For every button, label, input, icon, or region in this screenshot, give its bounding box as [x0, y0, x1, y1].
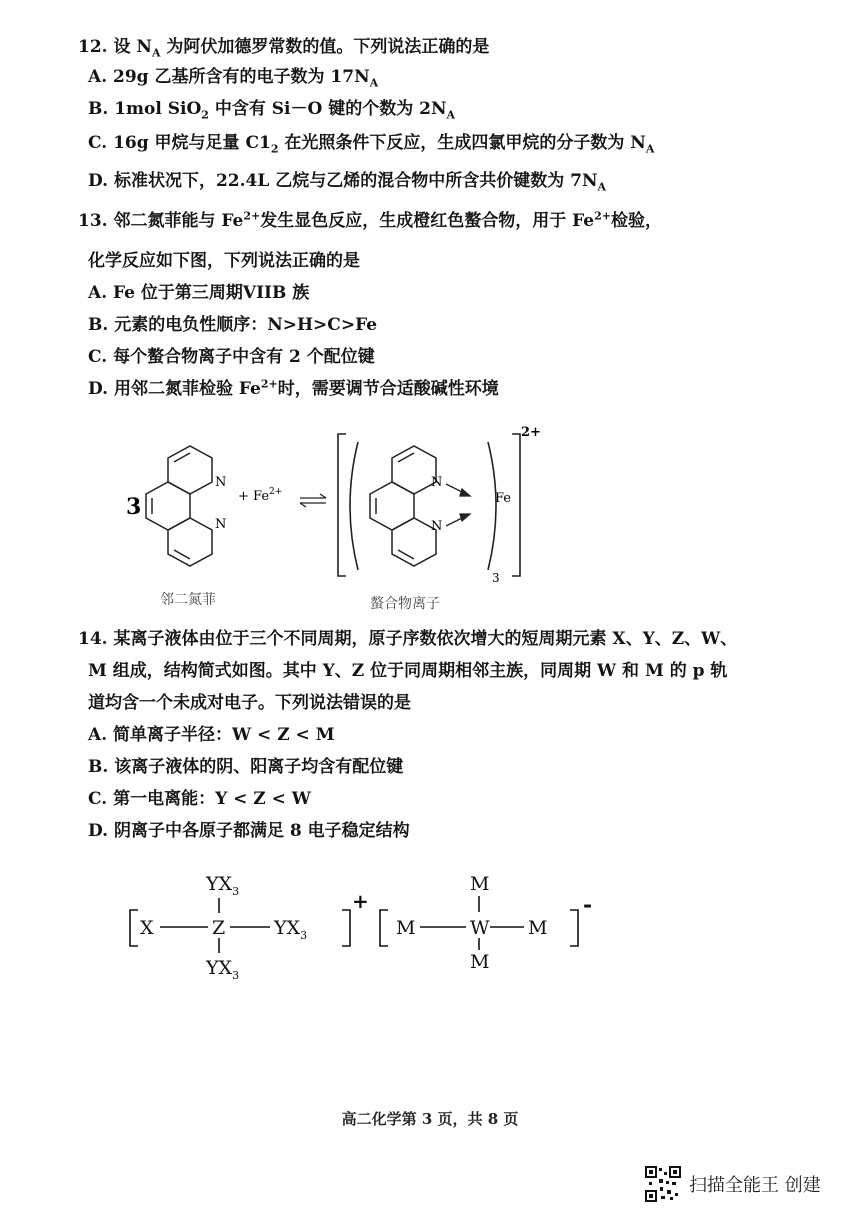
phenanthroline-reaction-figure: [120, 420, 560, 620]
ionic-liquid-structure-figure: [120, 868, 600, 986]
page-footer: 高二化学第 3 页，共 8 页: [341, 1110, 519, 1128]
q13-stem-line2: 化学反应如下图，下列说法正确的是: [88, 251, 360, 271]
handwritten-coefficient: 3: [126, 494, 142, 520]
q14-option-d: D. 阴离子中各原子都满足 8 电子稳定结构: [88, 821, 410, 841]
w-atom: W: [470, 917, 490, 939]
cation-charge: +: [352, 889, 369, 913]
phenanthroline-ligand: [370, 446, 436, 566]
q14-stem-line1: 14. 某离子液体由位于三个不同周期，原子序数依次增大的短周期元素 X、Y、Z、W、: [78, 629, 738, 649]
coordinate-bond-arrows: [446, 484, 470, 526]
q14-option-a: A. 简单离子半径：W < Z < M: [88, 725, 335, 745]
bottom-yx3: $YX_3$: [206, 957, 240, 982]
left-m-atom: M: [396, 917, 416, 939]
q14-stem-line3: 道均含一个未成对电子。下列说法错误的是: [88, 693, 411, 713]
ligand-n-bottom: N: [431, 519, 443, 534]
bottom-m-atom: M: [470, 951, 490, 973]
plus-fe-ion: + $Fe^{2+}$: [238, 487, 283, 504]
n-label-bottom: N: [215, 517, 227, 532]
top-yx3: $YX_3$: [206, 873, 240, 898]
q12-stem: 12. 设 $N_A$ 为阿伏加德罗常数的值。下列说法正确的是: [78, 37, 490, 60]
fe-center-label: Fe: [495, 491, 512, 506]
brand-label: 扫描全能王 创建: [689, 1175, 821, 1196]
caption-phenanthroline: 邻二氮菲: [160, 592, 216, 608]
ligand-n-top: N: [431, 475, 443, 490]
q13-stem-line1: 13. 邻二氮菲能与 $Fe^{2+}$发生显色反应，生成橙红色螯合物，用于 $Fe^{2+}$检验，: [78, 209, 662, 231]
n-label-top: N: [215, 475, 227, 490]
q14-stem-line2: M 组成，结构简式如图。其中 Y、Z 位于同周期相邻主族，同周期 W 和 M 的 p 轨: [88, 661, 728, 681]
q12-option-d: D. 标准状况下，22.4L 乙烷与乙烯的混合物中所含共价键数为 $7N_A$: [88, 171, 607, 194]
q14-option-b: B. 该离子液体的阴、阳离子均含有配位键: [88, 757, 404, 777]
phenanthroline-molecule: [146, 446, 212, 566]
anion-charge: -: [583, 892, 593, 918]
qr-code-icon: [645, 1166, 681, 1202]
complex-brackets: [338, 434, 520, 576]
ligand-count: 3: [492, 571, 500, 585]
q13-option-b: B. 元素的电负性顺序：N>H>C>Fe: [88, 315, 378, 335]
q12-option-a: A. 29g 乙基所含有的电子数为 $17N_A$: [88, 67, 379, 90]
right-m-atom: M: [528, 917, 548, 939]
x-atom: X: [140, 917, 154, 939]
top-m-atom: M: [470, 873, 490, 895]
q12-option-b: B. 1mol SiO$_2$ 中含有 Si－O 键的个数为 $2N_A$: [88, 99, 456, 122]
q13-option-a: A. Fe 位于第三周期VIIB 族: [88, 283, 310, 303]
q13-option-c: C. 每个螯合物离子中含有 2 个配位键: [88, 347, 375, 367]
q13-option-d: D. 用邻二氮菲检验 $Fe^{2+}$时，需要调节合适酸碱性环境: [88, 377, 499, 399]
z-atom: Z: [212, 917, 226, 939]
right-yx3: $YX_3$: [274, 917, 308, 942]
complex-charge: 2+: [521, 425, 541, 440]
scanner-watermark: [645, 1166, 821, 1202]
equilibrium-arrow-icon: [300, 494, 326, 507]
caption-chelate-ion: 螯合物离子: [370, 596, 440, 612]
q14-option-c: C. 第一电离能：Y < Z < W: [88, 789, 311, 809]
q12-option-c: C. 16g 甲烷与足量 $C1_2$ 在光照条件下反应，生成四氯甲烷的分子数为 $N_A$: [88, 133, 655, 156]
